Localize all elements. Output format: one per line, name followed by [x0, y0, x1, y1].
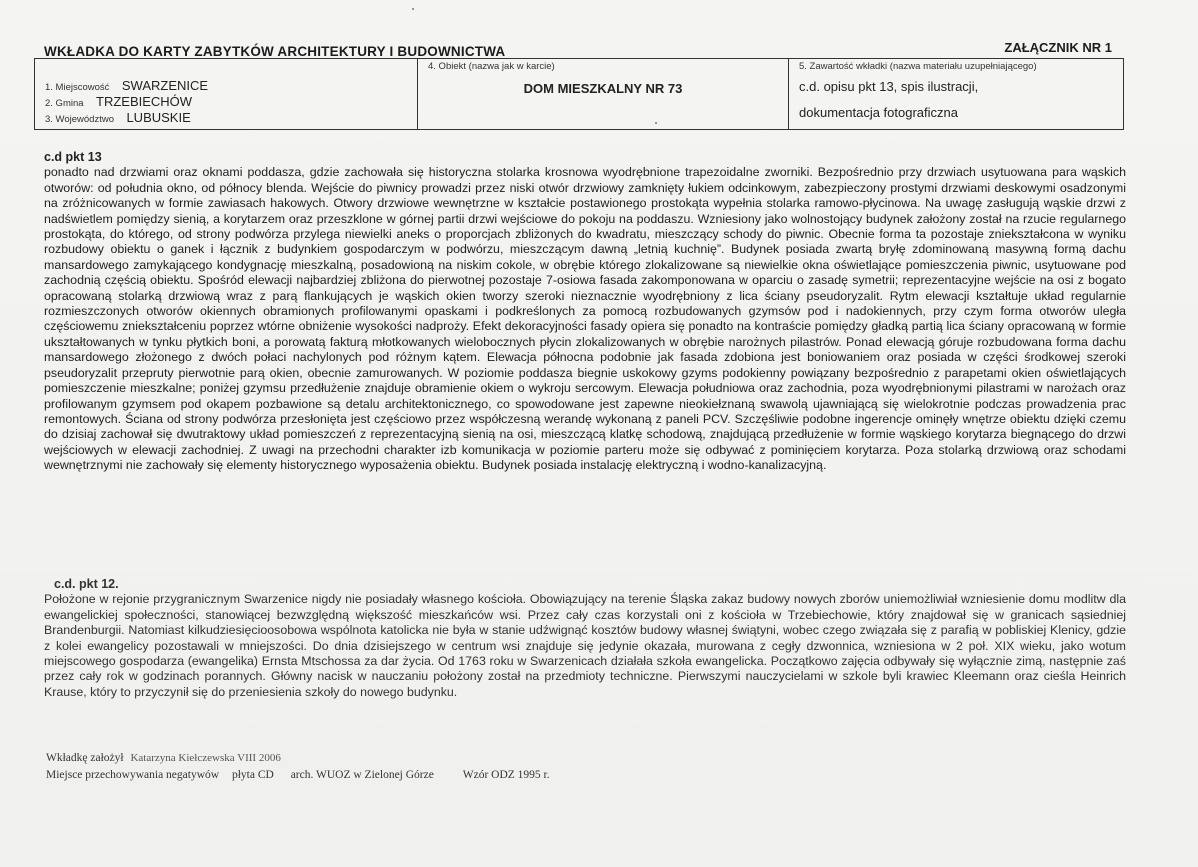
object-cell	[418, 59, 789, 129]
scan-speck	[412, 8, 414, 10]
section-13-text: ponadto nad drzwiami oraz oknami poddasza, gdzie zachowała się historyczna stolarka krosnowa wyodrębnione trapezoidalne zworniki. Bezpośrednio przy drzwiach usytuowana para wąskich otworów: od południa okno, od północy blenda. Wejście do piwnicy prowadzi przez niski otwór drzwiowy zamknięty łukiem odcinkowym, zabezpieczony prostymi drzwiami deskowymi osadzonymi na zróżnicowanych w formie zawiasach hakowych. Otwory drzwiowe wewnętrzne w kształcie postawionego prostokąta wypełnia stolarka ramowo-płycinowa. Na uwagę zasługują wąskie drzwi z nadświetlem pomiędzy sienią, a korytarzem oraz przeszklone w górnej partii drzwi wejściowe do pokoju na poddaszu. Wzniesiony jako wolnostojący budynek założony został na rzucie regularnego prostokąta, do którego, od strony podwórza przylega niewielki aneks o proporcjach zbliżonych do kwadratu, mieszczący schody do piwnic. Obecnie forma ta pozostaje zniekształcona w wyniku rozbudowy obiektu o ganek i łącznik z budynkiem gospodarczym w podwórzu, mieszczącym dawną „letnią kuchnię”. Budynek posiada zwartą bryłę zdominowaną masywną formą dachu mansardowego zamykającego kondygnację mieszkalną, posadowioną na niskim cokole, w obrębie którego zlokalizowane są niewielkie okna oświetlające pomieszczenia piwnic, usytuowane pod zachodnią częścią obiektu. Spośród elewacji najbardziej zbliżona do pierwotnej pozostaje 7-osiowa fasada zakomponowana w oparciu o zasadę symetrii; reprezentacyjne wejście na osi z bogato opracowaną stolarką drzwiową wraz z parą flankujących je wąskich okien tworzy szeroki nieznacznie wyodrębniony z lica ściany pseudoryzalit. Rytm elewacji kształtuje układ regularnie rozmieszczonych otworów okiennych obramionych profilowanymi opaskami i podkreślonych za pomocą rozbudowanych gzymsów pod i nadokiennych, przy czym forma otworów uległa częściowemu zniekształceniu poprzez wtórne obniżenie wysokości nadproży. Efekt dekoracyjności fasady opiera się ponadto na kontraście pomiędzy gładką partią lica ściany opracowaną w formie ukształtowanych w tynku płytkich boni, a porowatą fakturą młotkowanych wielobocznych płycin zlokalizowanych w obrębie narożnych pilastrów. Ponad elewacją góruje rozbudowana forma dachu mansardowego złożonego z dwóch połaci nachylonych pod różnym kątem. Elewacja północna podobnie jak fasada zdobiona jest boniowaniem oraz posiada w części środkowej szeroki pseudoryzalit przepruty pierwotnie parą okien, obecnie zamurowanych. W poziomie poddasza biegnie uskokowy gzyms podokienny powiązany bezpośrednio z parapetami okien oświetlających pomieszczenie mieszkalne; poniżej gzymsu przedłużenie znajduje obramienie okiem o wykroju sercowym. Elewacja południowa oraz zachodnia, poza wyodrębnionymi pilastrami w narożach oraz profilowanym gzymsem pod okapem pozbawione są detalu architektonicznego, co spowodowane jest zapewne nieokiełznaną swawolą ujawniającą się wielokrotnie podczas prowadzenia prac remontowych. Ściana od strony podwórza przesłonięta jest częściowo przez współczesną werandę wykonaną z paneli PCV. Szczęśliwie podobne ingerencje ominęły wnętrze obiektu dzięki czemu do dzisiaj zachował się dwutraktowy układ pomieszczeń z reprezentacyjną sienią na osi, mieszczącą klatkę schodową, znajdującą przedłużenie w formie wąskiego korytarza biegnącego do drzwi wejściowych w elewacji zachodniej. Z uwagi na przechodni charakter izb komunikacja w poziomie parteru może się odbywać z pominięciem korytarza. Poza stolarką drzwiową oraz schodami wewnętrznymi nie zachowały się elementy historycznego wyposażenia obiektu. Budynek posiada instalację elektryczną i wodno-kanalizacyjną.	[44, 165, 1126, 473]
section-13	[44, 150, 1126, 474]
contents-cell	[789, 59, 1123, 129]
archive-label: arch. WUOZ w Zielonej Górze	[290, 769, 434, 781]
section-13-title: c.d pkt 13	[44, 150, 102, 164]
info-table	[34, 58, 1124, 130]
footer-storage	[46, 769, 550, 781]
voivodeship-label: 3. Województwo	[45, 114, 114, 125]
section-12-title: c.d. pkt 12.	[54, 577, 119, 591]
storage-value: płyta CD	[231, 769, 274, 781]
commune-label: 2. Gmina	[45, 98, 84, 109]
section-12-text: Położone w rejonie przygranicznym Swarzenice nigdy nie posiadały własnego kościoła. Obowiązujący na terenie Śląska zakaz budowy nowych zborów uniemożliwiał wzniesienie domu modlitw dla ewangelickiej społeczności, stanowiącej bezwzględną większość mieszkańców wsi. Przez cały czas korzystali oni z kościoła w Trzebiechowie, który znajdował się w granicach sąsiedniej Brandenburgii. Natomiast kilkudziesięcioosobowa wspólnota katolicka nie była w stanie udźwignąć kosztów budowy własnej świątyni, wobec czego związała się z parafią w pobliskiej Klenicy, gdzie z kolei ewangelicy pozostawali w mniejszości. Do dnia dzisiejszego w centrum wsi znajduje się jedynie okazała, murowana z cegły dzwonnica, wzniesiona w 2 poł. XIX wieku, jako wotum miejscowego gospodarza (ewangelika) Ernsta Mtschossa za dar życia. Od 1763 roku w Swarzenicach działała szkoła ewangelicka. Początkowo zajęcia odbywały się wyłącznie zimą, następnie zaś przez cały rok w godzinach porannych. Główny nacisk w nauczaniu położony został na przedmioty techniczne. Pierwszymi nauczycielami w szkole byli krawiec Kleemann oraz cieśla Heinrich Krause, który to przyczynił się do przeniesienia szkoły do nowego budynku.	[44, 592, 1126, 699]
created-value: Katarzyna Kiełczewska VIII 2006	[130, 752, 281, 764]
commune-row	[45, 95, 192, 111]
locality-value: SWARZENICE	[121, 78, 209, 93]
object-value: DOM MIESZKALNY NR 73	[523, 81, 683, 96]
object-label: 4. Obiekt (nazwa jak w karcie)	[428, 61, 555, 72]
voivodeship-row	[45, 111, 191, 127]
contents-label: 5. Zawartość wkładki (nazwa materiału uzupełniającego)	[799, 61, 1037, 72]
document-title: WKŁADKA DO KARTY ZABYTKÓW ARCHITEKTURY I BUDOWNICTWA	[44, 44, 506, 59]
locality-row	[45, 79, 208, 95]
contents-line1: c.d. opisu pkt 13, spis ilustracji,	[799, 79, 979, 94]
location-cell	[35, 59, 418, 129]
commune-value: TRZEBIECHÓW	[96, 94, 193, 109]
created-label: Wkładkę założył	[46, 752, 124, 764]
locality-label: 1. Miejscowość	[45, 82, 110, 93]
form-label: Wzór ODZ 1995 r.	[462, 769, 550, 781]
storage-label: Miejsce przechowywania negatywów	[46, 769, 220, 781]
footer-created	[46, 752, 281, 764]
contents-line2: dokumentacja fotograficzna	[799, 105, 958, 120]
section-12	[44, 577, 1126, 700]
annex-label: ZAŁĄCZNIK NR 1	[1004, 40, 1112, 55]
voivodeship-value: LUBUSKIE	[126, 110, 191, 125]
scan-speck	[655, 122, 657, 124]
